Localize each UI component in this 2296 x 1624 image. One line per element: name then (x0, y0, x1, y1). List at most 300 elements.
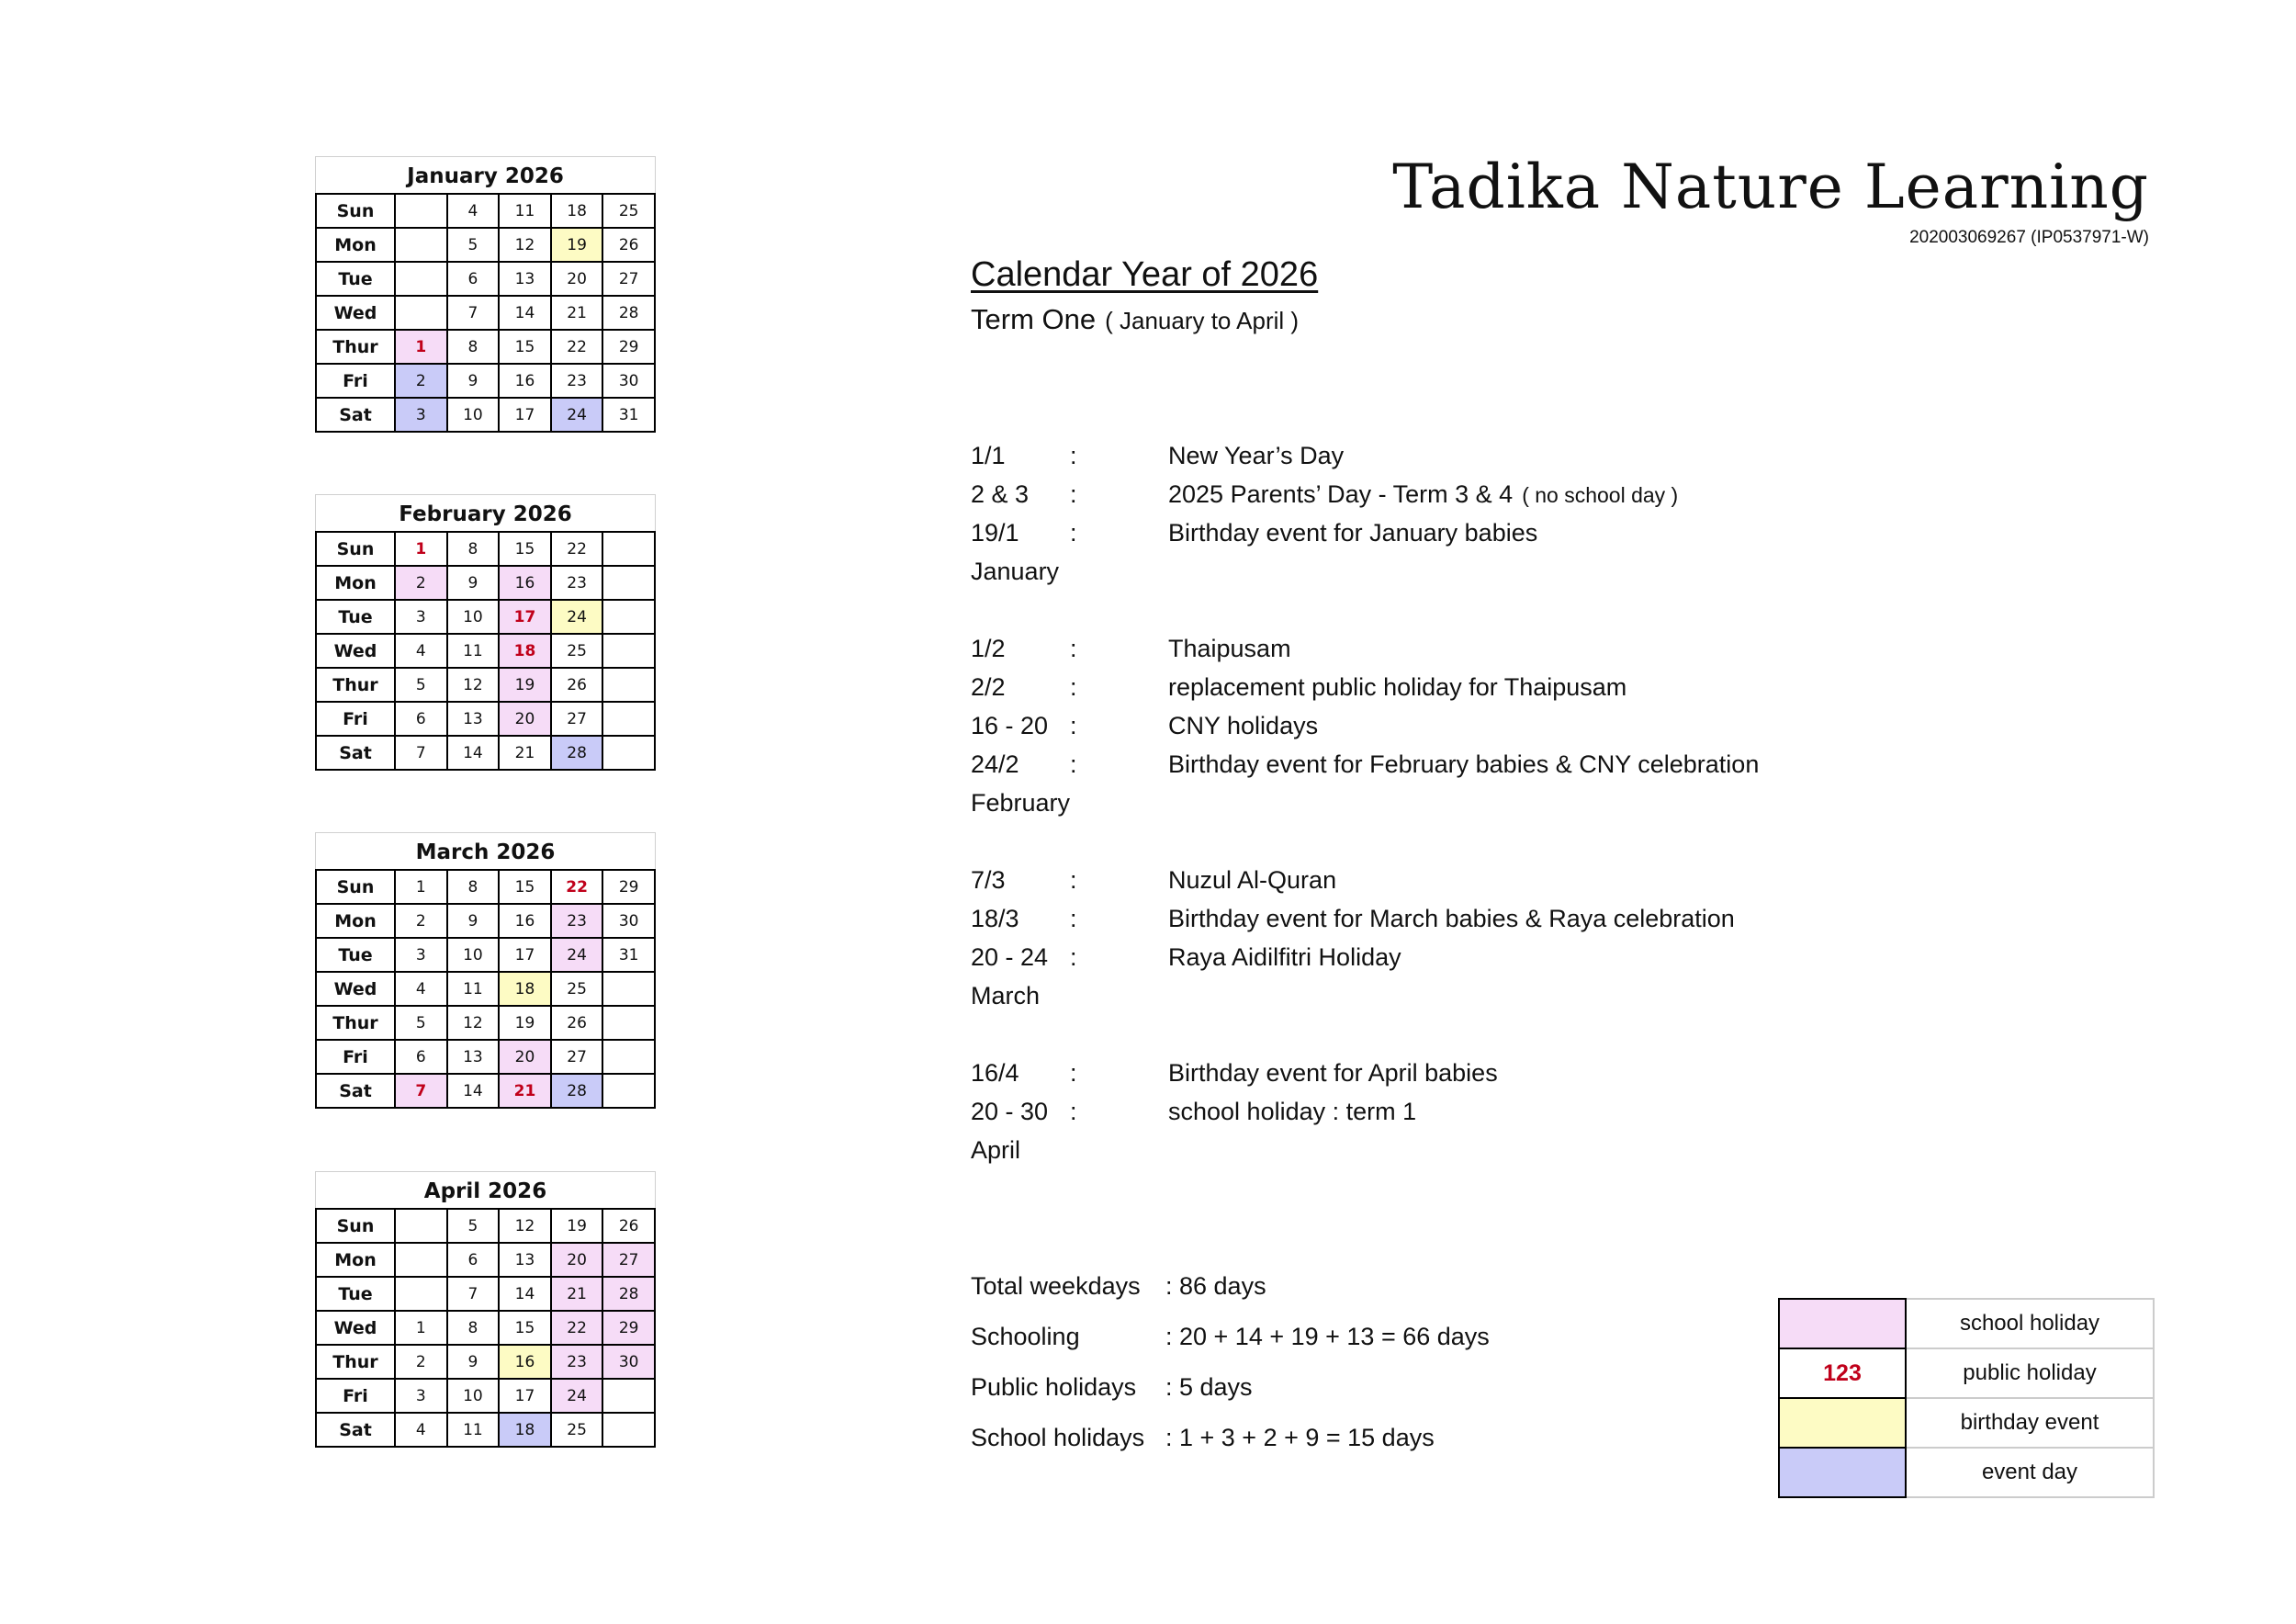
day-name: Sat (316, 1413, 395, 1447)
event-colon: : (1070, 712, 1077, 739)
date-cell: 22 (551, 1311, 603, 1345)
week-row (316, 1040, 655, 1074)
date-cell (395, 296, 447, 330)
week-row (316, 600, 655, 634)
date-cell: 25 (551, 1413, 603, 1447)
total-label: Public holidays (971, 1373, 1137, 1401)
event-description (1168, 745, 1759, 784)
date-cell: 27 (602, 1243, 655, 1277)
date-cell: 8 (447, 330, 500, 364)
day-name: Mon (316, 228, 395, 262)
month-calendar (315, 494, 656, 771)
legend-swatch (1779, 1398, 1906, 1448)
date-cell: 10 (447, 938, 500, 972)
day-name: Fri (316, 702, 395, 736)
week-row (316, 702, 655, 736)
date-cell: 18 (499, 634, 551, 668)
date-cell: 7 (447, 296, 500, 330)
event-description (1168, 513, 1537, 552)
date-cell: 20 (551, 1243, 603, 1277)
date-cell: 13 (447, 1040, 500, 1074)
event-text: Thaipusam (1168, 635, 1291, 662)
month-calendar (315, 1171, 656, 1448)
event-list (971, 436, 1760, 1169)
date-cell (602, 1413, 655, 1447)
month-title: April 2026 (315, 1171, 656, 1208)
week-row (316, 938, 655, 972)
date-cell: 12 (447, 668, 500, 702)
date-cell: 20 (551, 262, 603, 296)
date-cell: 30 (602, 904, 655, 938)
month-grid (315, 1208, 656, 1448)
legend-swatch: 123 (1779, 1348, 1906, 1398)
event-row (971, 513, 1538, 552)
legend-table (1778, 1298, 2155, 1498)
date-cell: 7 (395, 736, 447, 770)
date-cell: 5 (447, 228, 500, 262)
event-date: 20 - 30 (971, 1098, 1049, 1125)
date-cell: 9 (447, 364, 500, 398)
week-row (316, 566, 655, 600)
date-cell: 24 (551, 1379, 603, 1413)
day-name: Sat (316, 736, 395, 770)
event-spacer (971, 591, 1070, 629)
event-date: 1/2 (971, 635, 1006, 662)
date-cell: 13 (499, 262, 551, 296)
date-cell: 17 (499, 938, 551, 972)
event-row (971, 475, 1679, 513)
event-month-label: March (971, 982, 1041, 1009)
event-colon: : (1070, 1059, 1077, 1087)
event-date: 24/2 (971, 750, 1019, 778)
event-month-label: April (971, 1136, 1021, 1164)
date-cell: 15 (499, 532, 551, 566)
date-cell (602, 1006, 655, 1040)
week-row (316, 262, 655, 296)
date-cell: 25 (551, 972, 603, 1006)
date-cell: 24 (551, 398, 603, 432)
date-cell: 2 (395, 566, 447, 600)
date-cell: 19 (499, 668, 551, 702)
total-label: School holidays (971, 1424, 1145, 1451)
event-row (971, 1054, 1498, 1092)
date-cell: 10 (447, 600, 500, 634)
date-cell: 31 (602, 398, 655, 432)
term-heading (971, 303, 1299, 336)
date-cell: 19 (551, 1209, 603, 1243)
term-range: ( January to April ) (1105, 307, 1300, 334)
event-date: 1/1 (971, 442, 1006, 469)
total-label: Total weekdays (971, 1272, 1141, 1300)
event-date: 18/3 (971, 905, 1019, 932)
date-cell: 20 (499, 702, 551, 736)
date-cell (395, 262, 447, 296)
date-cell (395, 1209, 447, 1243)
day-name: Thur (316, 1345, 395, 1379)
date-cell (602, 1040, 655, 1074)
legend-label: school holiday (1906, 1299, 2154, 1348)
event-text: CNY holidays (1168, 712, 1319, 739)
date-cell: 23 (551, 364, 603, 398)
event-row (971, 629, 1291, 668)
month-grid (315, 531, 656, 771)
date-cell: 22 (551, 532, 603, 566)
date-cell: 17 (499, 398, 551, 432)
event-text: Birthday event for March babies & Raya celebration (1168, 905, 1735, 932)
date-cell: 5 (447, 1209, 500, 1243)
date-cell: 16 (499, 904, 551, 938)
date-cell: 18 (551, 194, 603, 228)
day-name: Sat (316, 398, 395, 432)
event-row (971, 1092, 1417, 1131)
date-cell: 16 (499, 364, 551, 398)
day-name: Sun (316, 194, 395, 228)
date-cell: 15 (499, 1311, 551, 1345)
week-row (316, 194, 655, 228)
legend-row (1779, 1299, 2154, 1348)
week-row (316, 1413, 655, 1447)
day-name: Thur (316, 330, 395, 364)
event-row (971, 745, 1760, 784)
date-cell: 24 (551, 600, 603, 634)
date-cell: 19 (499, 1006, 551, 1040)
date-cell: 16 (499, 566, 551, 600)
date-cell: 6 (395, 702, 447, 736)
date-cell: 22 (551, 870, 603, 904)
date-cell: 26 (551, 1006, 603, 1040)
day-name: Tue (316, 262, 395, 296)
event-description (1168, 706, 1318, 745)
date-cell: 4 (395, 1413, 447, 1447)
date-cell (395, 228, 447, 262)
date-cell: 28 (602, 296, 655, 330)
total-value: : 86 days (1165, 1272, 1266, 1300)
week-row (316, 972, 655, 1006)
date-cell: 21 (551, 296, 603, 330)
date-cell: 9 (447, 566, 500, 600)
event-month-label: January (971, 558, 1060, 585)
term-title: Term One (971, 303, 1097, 335)
date-cell: 19 (551, 228, 603, 262)
date-cell (602, 702, 655, 736)
week-row (316, 1006, 655, 1040)
date-cell: 29 (602, 330, 655, 364)
date-cell: 1 (395, 532, 447, 566)
date-cell: 2 (395, 1345, 447, 1379)
day-name: Thur (316, 668, 395, 702)
date-cell: 8 (447, 1311, 500, 1345)
week-row (316, 1243, 655, 1277)
event-colon: : (1070, 750, 1077, 778)
date-cell: 24 (551, 938, 603, 972)
event-description (1168, 436, 1344, 475)
event-description (1168, 475, 1678, 514)
event-colon: : (1070, 905, 1077, 932)
date-cell (602, 634, 655, 668)
date-cell: 10 (447, 1379, 500, 1413)
date-cell: 4 (395, 972, 447, 1006)
date-cell: 17 (499, 600, 551, 634)
event-description (1168, 629, 1291, 668)
date-cell: 9 (447, 1345, 500, 1379)
event-text: replacement public holiday for Thaipusam (1168, 673, 1627, 701)
event-text: Birthday event for January babies (1168, 519, 1538, 547)
registration-number: 202003069267 (IP0537971-W) (1909, 228, 2149, 247)
date-cell: 8 (447, 532, 500, 566)
month-grid (315, 869, 656, 1109)
event-colon: : (1070, 1098, 1077, 1125)
date-cell: 5 (395, 668, 447, 702)
date-cell: 3 (395, 600, 447, 634)
date-cell: 3 (395, 398, 447, 432)
date-cell: 27 (602, 262, 655, 296)
event-colon: : (1070, 519, 1077, 547)
date-cell: 1 (395, 1311, 447, 1345)
week-row (316, 532, 655, 566)
week-row (316, 736, 655, 770)
date-cell: 3 (395, 1379, 447, 1413)
date-cell: 14 (447, 1074, 500, 1108)
date-cell: 11 (447, 1413, 500, 1447)
date-cell: 15 (499, 870, 551, 904)
date-cell (602, 600, 655, 634)
legend-label: event day (1906, 1448, 2154, 1497)
day-name: Fri (316, 1379, 395, 1413)
date-cell (602, 1074, 655, 1108)
month-calendar (315, 156, 656, 433)
date-cell: 18 (499, 972, 551, 1006)
week-row (316, 364, 655, 398)
event-colon: : (1070, 635, 1077, 662)
month-grid (315, 193, 656, 433)
day-name: Tue (316, 938, 395, 972)
week-row (316, 1209, 655, 1243)
event-text: Birthday event for April babies (1168, 1059, 1498, 1087)
month-calendar (315, 832, 656, 1109)
date-cell: 1 (395, 870, 447, 904)
day-name: Sun (316, 870, 395, 904)
date-cell: 28 (551, 1074, 603, 1108)
event-colon: : (1070, 480, 1077, 508)
event-spacer (971, 1015, 1070, 1054)
event-text: Nuzul Al-Quran (1168, 866, 1337, 894)
event-description (1168, 938, 1401, 976)
date-cell (395, 194, 447, 228)
date-cell (395, 1243, 447, 1277)
event-colon: : (1070, 442, 1077, 469)
day-name: Sun (316, 1209, 395, 1243)
event-description (1168, 1092, 1416, 1131)
total-value: : 1 + 3 + 2 + 9 = 15 days (1165, 1424, 1435, 1451)
brand-title: Tadika Nature Learning (1392, 152, 2149, 222)
event-month-label: February (971, 789, 1071, 817)
total-value: : 20 + 14 + 19 + 13 = 66 days (1165, 1323, 1490, 1350)
date-cell: 30 (602, 1345, 655, 1379)
date-cell: 15 (499, 330, 551, 364)
week-row (316, 330, 655, 364)
date-cell: 9 (447, 904, 500, 938)
legend-label: birthday event (1906, 1398, 2154, 1448)
date-cell: 12 (499, 1209, 551, 1243)
day-name: Sat (316, 1074, 395, 1108)
legend-swatch (1779, 1299, 1906, 1348)
week-row (316, 398, 655, 432)
date-cell: 18 (499, 1413, 551, 1447)
legend-label: public holiday (1906, 1348, 2154, 1398)
date-cell: 13 (499, 1243, 551, 1277)
event-date: 16 - 20 (971, 712, 1049, 739)
legend-row (1779, 1348, 2154, 1398)
week-row (316, 634, 655, 668)
date-cell (602, 532, 655, 566)
day-name: Thur (316, 1006, 395, 1040)
event-row (971, 938, 1401, 976)
date-cell: 16 (499, 1345, 551, 1379)
date-cell: 28 (551, 736, 603, 770)
date-cell: 26 (551, 668, 603, 702)
event-row (971, 706, 1319, 745)
date-cell: 27 (551, 1040, 603, 1074)
date-cell: 25 (602, 194, 655, 228)
week-row (316, 228, 655, 262)
date-cell: 23 (551, 566, 603, 600)
event-colon: : (1070, 943, 1077, 971)
event-text: Birthday event for February babies & CNY celebration (1168, 750, 1760, 778)
date-cell (602, 668, 655, 702)
day-name: Wed (316, 972, 395, 1006)
date-cell: 8 (447, 870, 500, 904)
date-cell: 5 (395, 1006, 447, 1040)
event-colon: : (1070, 866, 1077, 894)
week-row (316, 1277, 655, 1311)
day-name: Mon (316, 1243, 395, 1277)
date-cell: 14 (499, 1277, 551, 1311)
day-name: Sun (316, 532, 395, 566)
date-cell: 4 (395, 634, 447, 668)
date-cell: 11 (499, 194, 551, 228)
week-row (316, 1074, 655, 1108)
event-description (1168, 668, 1626, 706)
date-cell: 31 (602, 938, 655, 972)
date-cell: 17 (499, 1379, 551, 1413)
date-cell: 29 (602, 870, 655, 904)
event-text: New Year’s Day (1168, 442, 1345, 469)
day-name: Wed (316, 296, 395, 330)
date-cell: 28 (602, 1277, 655, 1311)
date-cell: 30 (602, 364, 655, 398)
date-cell (395, 1277, 447, 1311)
legend-row (1779, 1448, 2154, 1497)
total-label: Schooling (971, 1323, 1080, 1350)
week-row (316, 904, 655, 938)
week-row (316, 1311, 655, 1345)
event-date: 2/2 (971, 673, 1006, 701)
date-cell (602, 972, 655, 1006)
event-date: 16/4 (971, 1059, 1019, 1087)
total-value: : 5 days (1165, 1373, 1253, 1401)
event-text: 2025 Parents’ Day - Term 3 & 4 (1168, 480, 1514, 508)
month-title: March 2026 (315, 832, 656, 869)
event-date: 2 & 3 (971, 480, 1030, 508)
week-row (316, 1345, 655, 1379)
day-name: Mon (316, 566, 395, 600)
event-description (1168, 899, 1735, 938)
week-row (316, 668, 655, 702)
date-cell (602, 736, 655, 770)
week-row (316, 1379, 655, 1413)
date-cell: 7 (395, 1074, 447, 1108)
date-cell: 29 (602, 1311, 655, 1345)
date-cell: 2 (395, 904, 447, 938)
week-row (316, 296, 655, 330)
event-note: ( no school day ) (1522, 483, 1679, 507)
date-cell: 12 (499, 228, 551, 262)
date-cell: 14 (447, 736, 500, 770)
date-cell: 2 (395, 364, 447, 398)
event-row (971, 861, 1337, 899)
date-cell: 13 (447, 702, 500, 736)
date-cell: 26 (602, 1209, 655, 1243)
date-cell (602, 566, 655, 600)
date-cell: 1 (395, 330, 447, 364)
date-cell: 23 (551, 904, 603, 938)
event-text: school holiday : term 1 (1168, 1098, 1417, 1125)
day-name: Tue (316, 600, 395, 634)
date-cell: 7 (447, 1277, 500, 1311)
date-cell: 20 (499, 1040, 551, 1074)
date-cell: 10 (447, 398, 500, 432)
event-text: Raya Aidilfitri Holiday (1168, 943, 1401, 971)
event-description (1168, 861, 1336, 899)
date-cell (602, 1379, 655, 1413)
day-name: Wed (316, 1311, 395, 1345)
event-date: 20 - 24 (971, 943, 1049, 971)
event-colon: : (1070, 673, 1077, 701)
date-cell: 27 (551, 702, 603, 736)
month-title: January 2026 (315, 156, 656, 193)
event-date: 7/3 (971, 866, 1006, 894)
month-title: February 2026 (315, 494, 656, 531)
event-description (1168, 1054, 1498, 1092)
date-cell: 21 (499, 736, 551, 770)
legend-row (1779, 1398, 2154, 1448)
date-cell: 4 (447, 194, 500, 228)
event-row (971, 899, 1735, 938)
calendar-heading: Calendar Year of 2026 (971, 255, 1319, 294)
day-name: Tue (316, 1277, 395, 1311)
legend-swatch (1779, 1448, 1906, 1497)
date-cell: 14 (499, 296, 551, 330)
date-cell: 6 (447, 262, 500, 296)
day-name: Fri (316, 364, 395, 398)
event-date: 19/1 (971, 519, 1019, 547)
event-row (971, 668, 1627, 706)
date-cell: 22 (551, 330, 603, 364)
day-name: Fri (316, 1040, 395, 1074)
date-cell: 3 (395, 938, 447, 972)
date-cell: 6 (395, 1040, 447, 1074)
date-cell: 25 (551, 634, 603, 668)
date-cell: 26 (602, 228, 655, 262)
event-row (971, 436, 1345, 475)
event-spacer (971, 822, 1070, 861)
day-name: Mon (316, 904, 395, 938)
date-cell: 11 (447, 634, 500, 668)
date-cell: 6 (447, 1243, 500, 1277)
date-cell: 21 (499, 1074, 551, 1108)
date-cell: 11 (447, 972, 500, 1006)
date-cell: 21 (551, 1277, 603, 1311)
